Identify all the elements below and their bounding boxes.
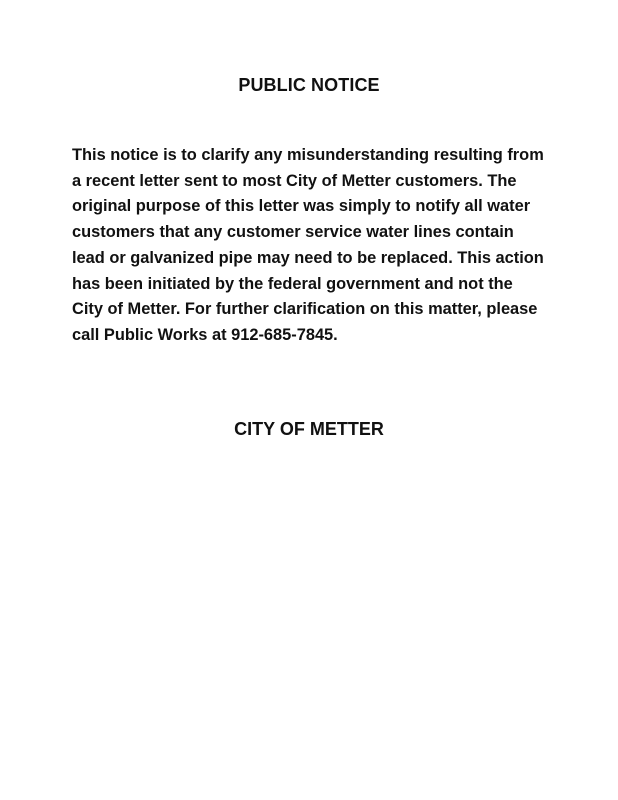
notice-title: PUBLIC NOTICE <box>238 75 380 95</box>
notice-body: This notice is to clarify any misunderstanding resulting from a recent letter sent to most City of Metter customers. The original purpose of this letter was simply to notify all water customers that any customer service water lines contain lead or galvanized pipe may need to be replaced. This action has been initiated by the federal government and not the City of Metter. For further clarification on this matter, please call Public Works at 912-685-7845. <box>72 146 544 344</box>
notice-signature: CITY OF METTER <box>234 419 384 439</box>
